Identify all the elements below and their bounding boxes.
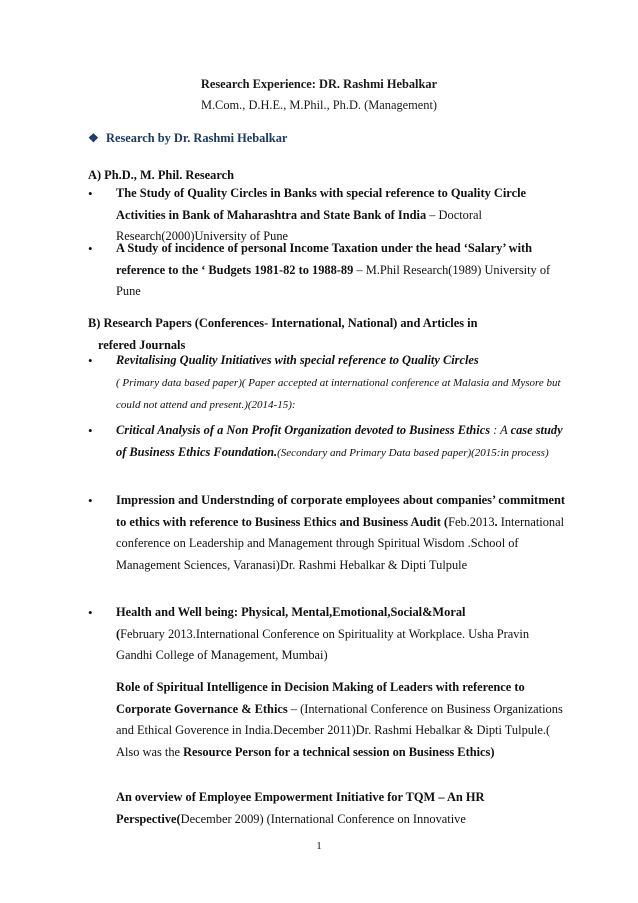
bullet-icon (88, 490, 106, 513)
bullet-icon (88, 602, 106, 625)
para-detail: – (International Conference on Business Organizations and Ethical Goverence in India.December 2011)Dr. Rashmi Hebalkar & Dipti Tulpule.( Also was the (116, 701, 563, 759)
item-subtitle: case study of Business Ethics Foundation. (116, 423, 563, 459)
paragraph-spiritual-intelligence (116, 677, 566, 763)
item-paren: ( (440, 514, 449, 529)
item-title: A Study of incidence of personal Income Taxation under the head ‘Salary’ with reference to the ‘ Budgets 1981-82 to 1988-89 (116, 241, 533, 277)
item-date: Feb.2013 (448, 514, 495, 529)
research-heading-label: Research by Dr. Rashmi Hebalkar (106, 131, 288, 145)
list-item (88, 602, 568, 667)
item-detail: February 2013.International Conference on Spirituality at Workplace. Usha Pravin Gandhi College of Management, Mumbai) (116, 626, 530, 662)
para-title: An overview of Employee Empowerment Initiative for TQM – An HR Perspective( (116, 790, 485, 826)
list-item (88, 350, 568, 417)
list-item (88, 420, 568, 464)
research-heading (88, 128, 287, 150)
item-paren: ( (116, 626, 121, 641)
page-title: Research Experience: DR. Rashmi Hebalkar (200, 77, 438, 91)
bullet-icon (88, 350, 106, 373)
section-b-heading-line1: B) Research Papers (Conferences- International, National) and Articles in (88, 316, 478, 330)
bullet-icon (88, 238, 106, 261)
section-a-heading: A) Ph.D., M. Phil. Research (88, 168, 235, 182)
diamond-bullet-icon: ❖ (88, 131, 99, 145)
item-detail: – M.Phil Research(1989) University of Pune (116, 262, 551, 298)
item-title: Health and Well being: Physical, Mental,Emotional,Social&Moral (116, 605, 466, 619)
item-title: The Study of Quality Circles in Banks with special reference to Quality Circle Activities in Bank of Maharashtra and State Bank of India (116, 186, 527, 222)
page-number: 1 (316, 840, 322, 852)
item-detail: – Doctoral Research(2000)University of Pune (116, 207, 482, 243)
item-title: Revitalising Quality Initiatives with special reference to Quality Circles (116, 353, 479, 367)
bullet-icon (88, 183, 106, 206)
list-item (88, 490, 568, 576)
para-resource-person: Resource Person for a technical session on Business Ethics) (183, 744, 495, 759)
item-detail: International conference on Leadership and Management through Spiritual Wisdom .School of Management Sciences, Varanasi)Dr. Rashmi Hebalkar & Dipti Tulpule (116, 514, 565, 572)
item-detail: ( Primary data based paper)( Paper accepted at international conference at Malasia and Mysore but could not attend and present.)(2014-15): (116, 376, 561, 411)
list-item (88, 238, 568, 303)
qualifications: M.Com., D.H.E., M.Phil., Ph.D. (Management) (200, 98, 438, 112)
item-title: Impression and Understnding of corporate employees about companies’ commitment to ethics with reference to Business Ethics and Business Audit (116, 493, 566, 529)
item-detail: (Secondary and Primary Data based paper)(2015:in process) (277, 446, 549, 459)
item-separator: : A (490, 423, 511, 437)
paragraph-employee-empowerment (116, 787, 566, 830)
bullet-icon (88, 420, 106, 443)
para-detail: December 2009) (International Conference on Innovative (180, 811, 466, 826)
section-b-heading-line2: refered Journals (98, 337, 186, 352)
para-title: Role of Spiritual Intelligence in Decision Making of Leaders with reference to Corporate Governance & Ethics (116, 680, 525, 716)
item-title: Critical Analysis of a Non Profit Organization devoted to Business Ethics (116, 423, 491, 437)
item-dot: . (494, 514, 498, 529)
